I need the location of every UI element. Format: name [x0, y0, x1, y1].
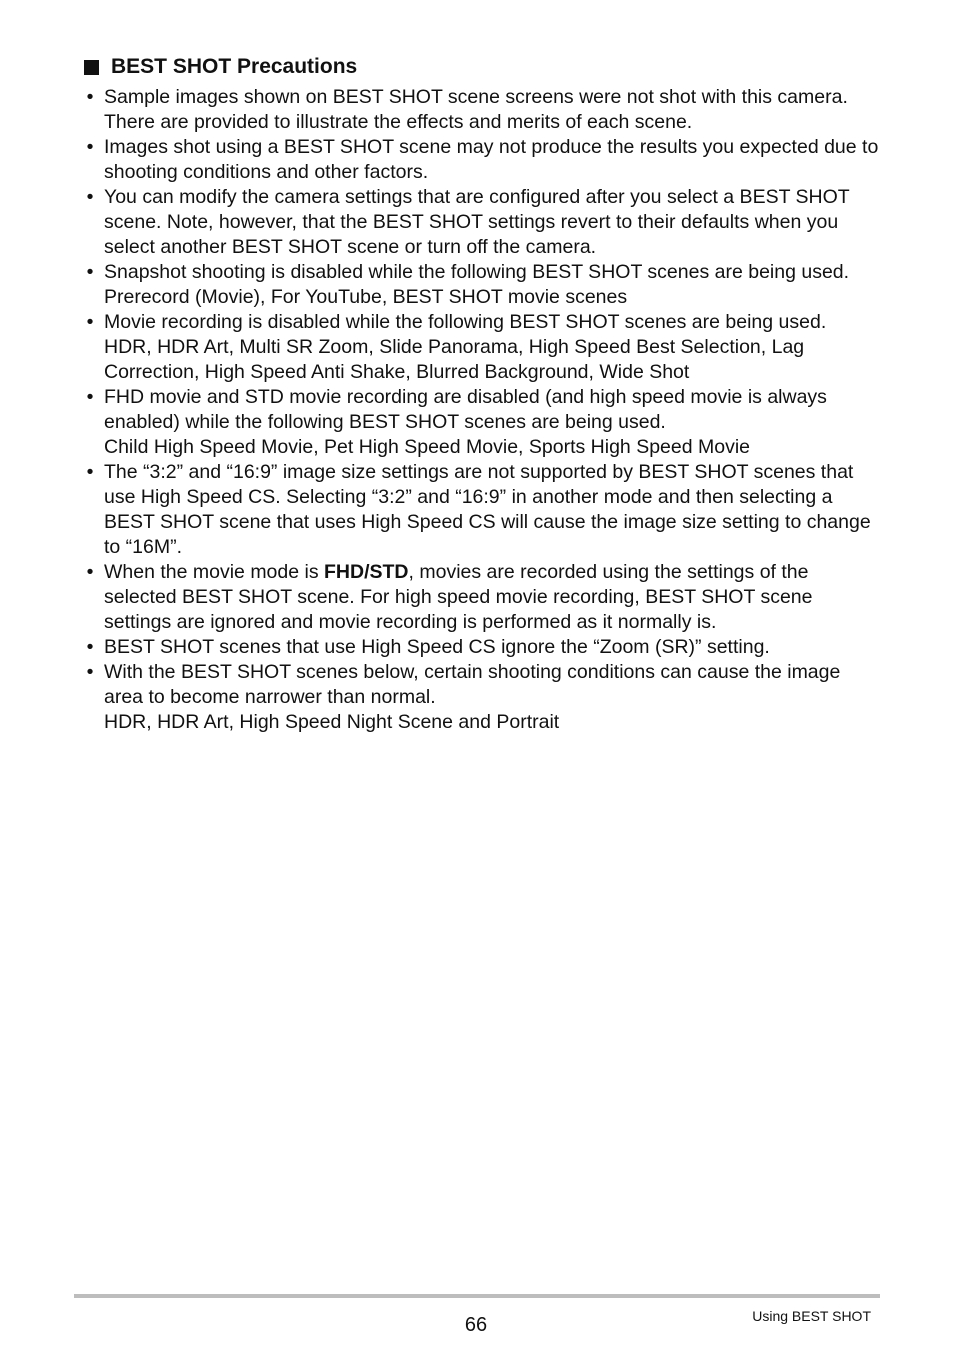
list-item	[84, 185, 884, 260]
list-item	[84, 635, 884, 660]
bullet-icon: •	[86, 136, 94, 158]
list-item	[84, 560, 884, 635]
list-item	[84, 660, 884, 735]
list-item-text: The “3:2” and “16:9” image size settings are not supported by BEST SHOT scenes that use High Speed CS. Selecting “3:2” and “16:9” in another mode and then selecting a BEST SHOT scene that uses High Speed CS will cause the image size setting to change to “16M”.	[104, 461, 871, 558]
list-item	[84, 135, 884, 185]
list-item-text: BEST SHOT scenes that use High Speed CS ignore the “Zoom (SR)” setting.	[104, 636, 770, 658]
scene-list-note: HDR, HDR Art, High Speed Night Scene and Portrait	[104, 711, 560, 733]
bullet-icon: •	[86, 461, 94, 483]
scene-list-note: Prerecord (Movie), For YouTube, BEST SHOT movie scenes	[104, 286, 628, 308]
bullet-icon: •	[86, 636, 94, 658]
bullet-icon: •	[86, 386, 94, 408]
precautions-list	[84, 85, 884, 735]
footer-divider	[74, 1294, 880, 1298]
list-item-text: FHD movie and STD movie recording are disabled (and high speed movie is always enabled) while the following BEST SHOT scenes are being used.	[104, 386, 827, 433]
bullet-icon: •	[86, 261, 94, 283]
list-item	[84, 310, 884, 385]
list-item-text: Movie recording is disabled while the following BEST SHOT scenes are being used.	[104, 311, 827, 333]
bullet-icon: •	[86, 561, 94, 583]
black-square-icon	[84, 60, 99, 75]
list-item-text	[104, 560, 884, 635]
movie-mode-label: FHD/STD	[324, 561, 409, 583]
bullet-icon: •	[86, 86, 94, 108]
page-number: 66	[464, 1314, 488, 1336]
footer-section-title: Using BEST SHOT	[752, 1308, 871, 1324]
scene-list-note: Child High Speed Movie, Pet High Speed Movie, Sports High Speed Movie	[104, 436, 751, 458]
list-item-text-end: , movies are recorded using the settings of the selected BEST SHOT scene. For high speed movie recording, BEST SHOT scene settings are ignored and movie recording is performed as it normally is.	[104, 561, 813, 633]
bullet-icon: •	[86, 661, 94, 683]
list-item-text: You can modify the camera settings that are configured after you select a BEST SHOT scene. Note, however, that the BEST SHOT settings revert to their defaults when you select another BEST SHOT scene or turn off the camera.	[104, 186, 850, 258]
scene-list-note: HDR, HDR Art, Multi SR Zoom, Slide Panorama, High Speed Best Selection, Lag Correction, High Speed Anti Shake, Blurred Background, Wide Shot	[104, 336, 805, 383]
list-item	[84, 260, 884, 310]
list-item-text: Snapshot shooting is disabled while the following BEST SHOT scenes are being used.	[104, 261, 850, 283]
bullet-icon: •	[86, 186, 94, 208]
list-item	[84, 385, 884, 460]
list-item-text: Images shot using a BEST SHOT scene may not produce the results you expected due to shooting conditions and other factors.	[104, 136, 879, 183]
list-item-text: With the BEST SHOT scenes below, certain shooting conditions can cause the image area to become narrower than normal.	[104, 661, 841, 708]
section-heading	[84, 53, 357, 81]
section-heading-text: BEST SHOT Precautions	[111, 55, 358, 78]
list-item	[84, 85, 884, 135]
list-item-text: Sample images shown on BEST SHOT scene screens were not shot with this camera. There are provided to illustrate the effects and merits of each scene.	[104, 86, 848, 133]
list-item	[84, 460, 884, 560]
list-item-text-start: When the movie mode is	[104, 561, 325, 583]
bullet-icon: •	[86, 311, 94, 333]
